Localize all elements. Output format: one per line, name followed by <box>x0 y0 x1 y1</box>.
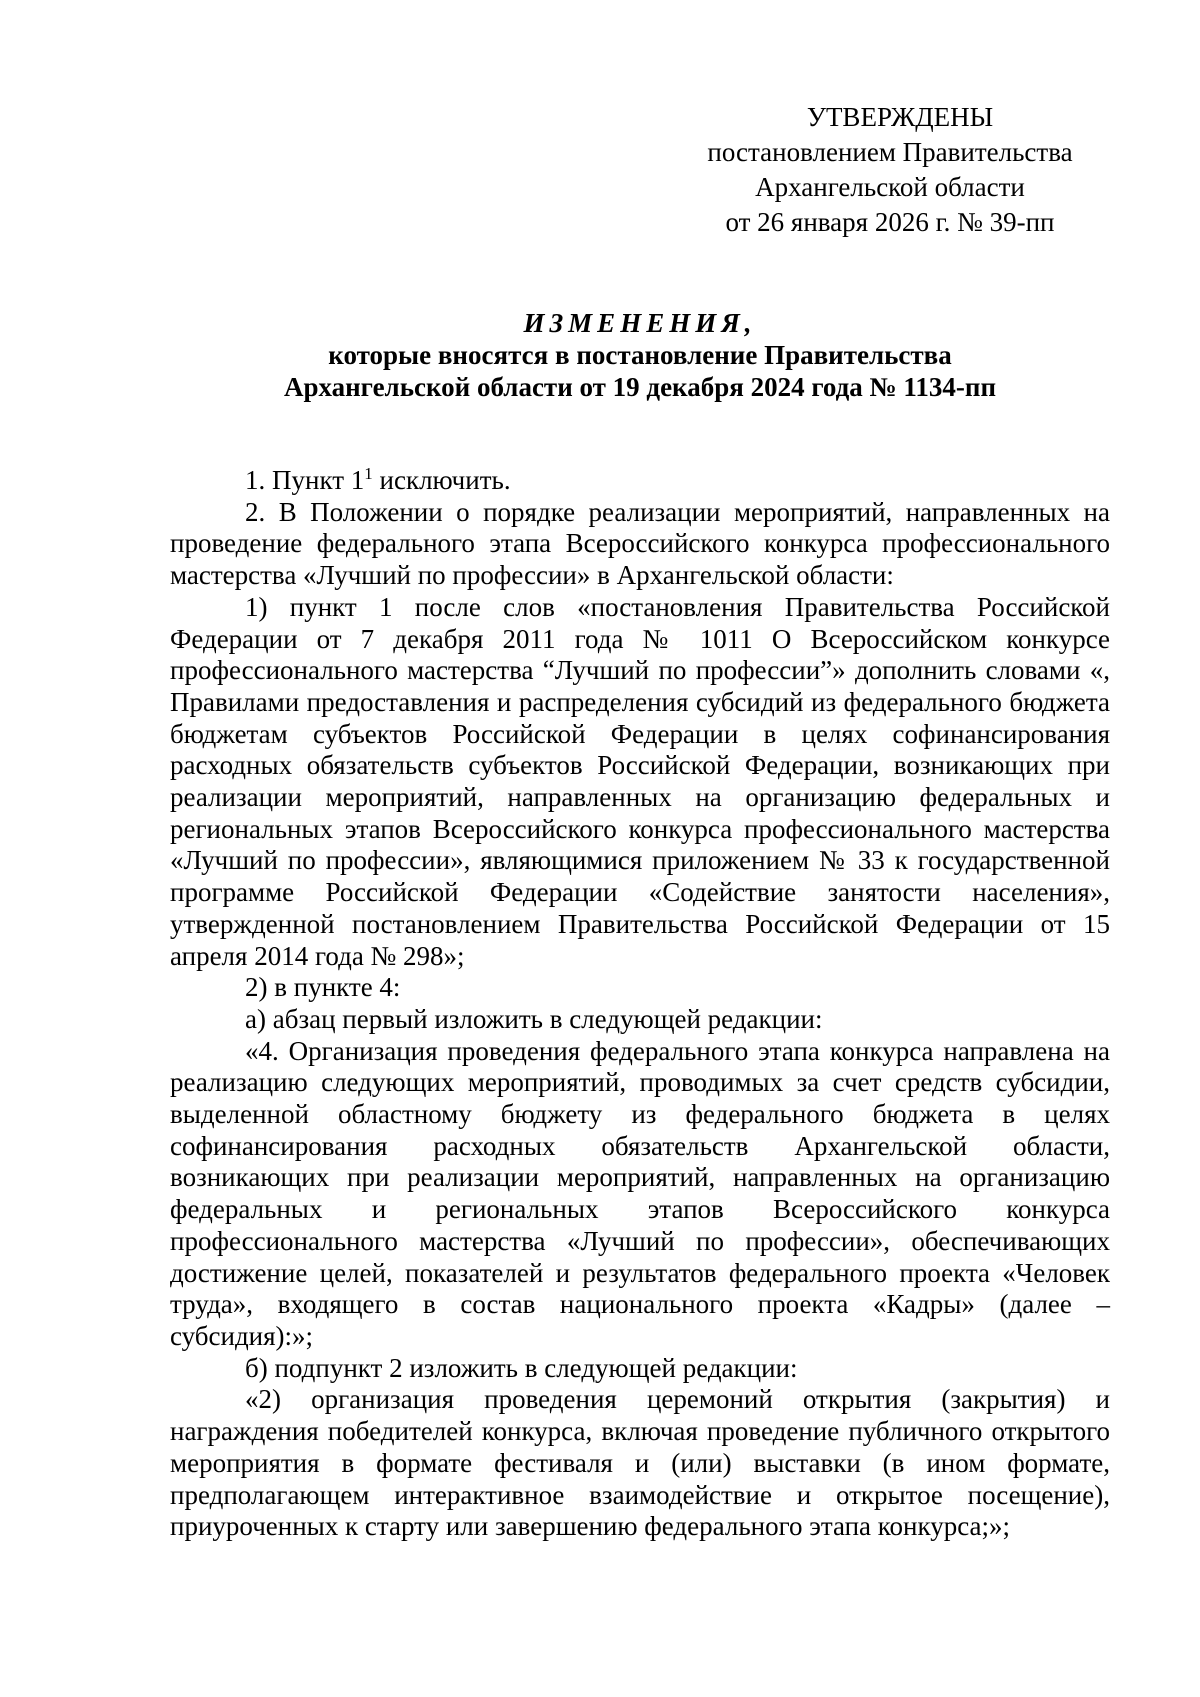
approval-heading: УТВЕРЖДЕНЫ <box>806 102 994 132</box>
title-subtitle-line1: которые вносятся в постановление Правительства <box>328 340 952 370</box>
approval-region: Архангельской области <box>755 172 1025 202</box>
approval-authority: постановлением Правительства <box>707 137 1073 167</box>
paragraph-4: 2) в пункте 4: <box>245 972 401 1003</box>
paragraph-3: 1) пункт 1 после слов «постановления Правительства Российской Федерации от 7 декабря 2011 года № 1011 О Всероссийском конкурсе профессионального мастерства “Лучший по профессии”» дополнить словами «, Правилами предоставления и распределения субсидий из федерального бюджета бюджетам субъектов Российской Федерации в целях софинансирования расходных обязательств субъектов Российской Федерации, возникающих при реализации мероприятий, направленных на организацию федеральных и региональных этапов Всероссийского конкурса профессионального мастерства «Лучший по профессии», являющимися приложением № 33 к государственной программе Российской Федерации «Содействие занятости населения», утвержденной постановлением Правительства Российской Федерации от 15 апреля 2014 года № 298»; <box>170 591 1110 971</box>
title-main: ИЗМЕНЕНИЯ, <box>523 308 757 338</box>
approval-date-number: от 26 января 2026 г. № 39-пп <box>725 207 1055 237</box>
document-body <box>170 465 1110 1543</box>
approval-stamp <box>700 100 1080 240</box>
paragraph-5: а) абзац первый изложить в следующей редакции: <box>245 1003 823 1034</box>
paragraph-8: «2) организация проведения церемоний открытия (закрытия) и награждения победителей конкурса, включая проведение публичного открытого мероприятия в формате фестиваля и (или) выставки (в ином формате, предполагающем интерактивное взаимодействие и открытое посещение), приуроченных к старту или завершению федерального этапа конкурса;»; <box>170 1384 1110 1542</box>
paragraph-1-text-end: исключить. <box>372 465 511 495</box>
paragraph-1 <box>170 465 1110 497</box>
paragraph-1-text: 1. Пункт 1 <box>245 465 365 495</box>
paragraph-7: б) подпункт 2 изложить в следующей редакции: <box>245 1352 798 1383</box>
paragraph-6: «4. Организация проведения федерального этапа конкурса направлена на реализацию следующих мероприятий, проводимых за счет средств субсидии, выделенной областному бюджету из федерального бюджета в целях софинансирования расходных обязательств Архангельской области, возникающих при реализации мероприятий, направленных на организацию федеральных и региональных этапов Всероссийского конкурса профессионального мастерства «Лучший по профессии», обеспечивающих достижение целей, показателей и результатов федерального проекта «Человек труда», входящего в состав национального проекта «Кадры» (далее – субсидия):»; <box>170 1035 1110 1351</box>
paragraph-2: 2. В Положении о порядке реализации мероприятий, направленных на проведение федерального этапа Всероссийского конкурса профессионального мастерства «Лучший по профессии» в Архангельской области: <box>170 496 1110 591</box>
superscript: 1 <box>364 464 373 483</box>
document-title <box>170 307 1110 403</box>
title-subtitle-line2: Архангельской области от 19 декабря 2024 года № 1134-пп <box>283 372 997 402</box>
